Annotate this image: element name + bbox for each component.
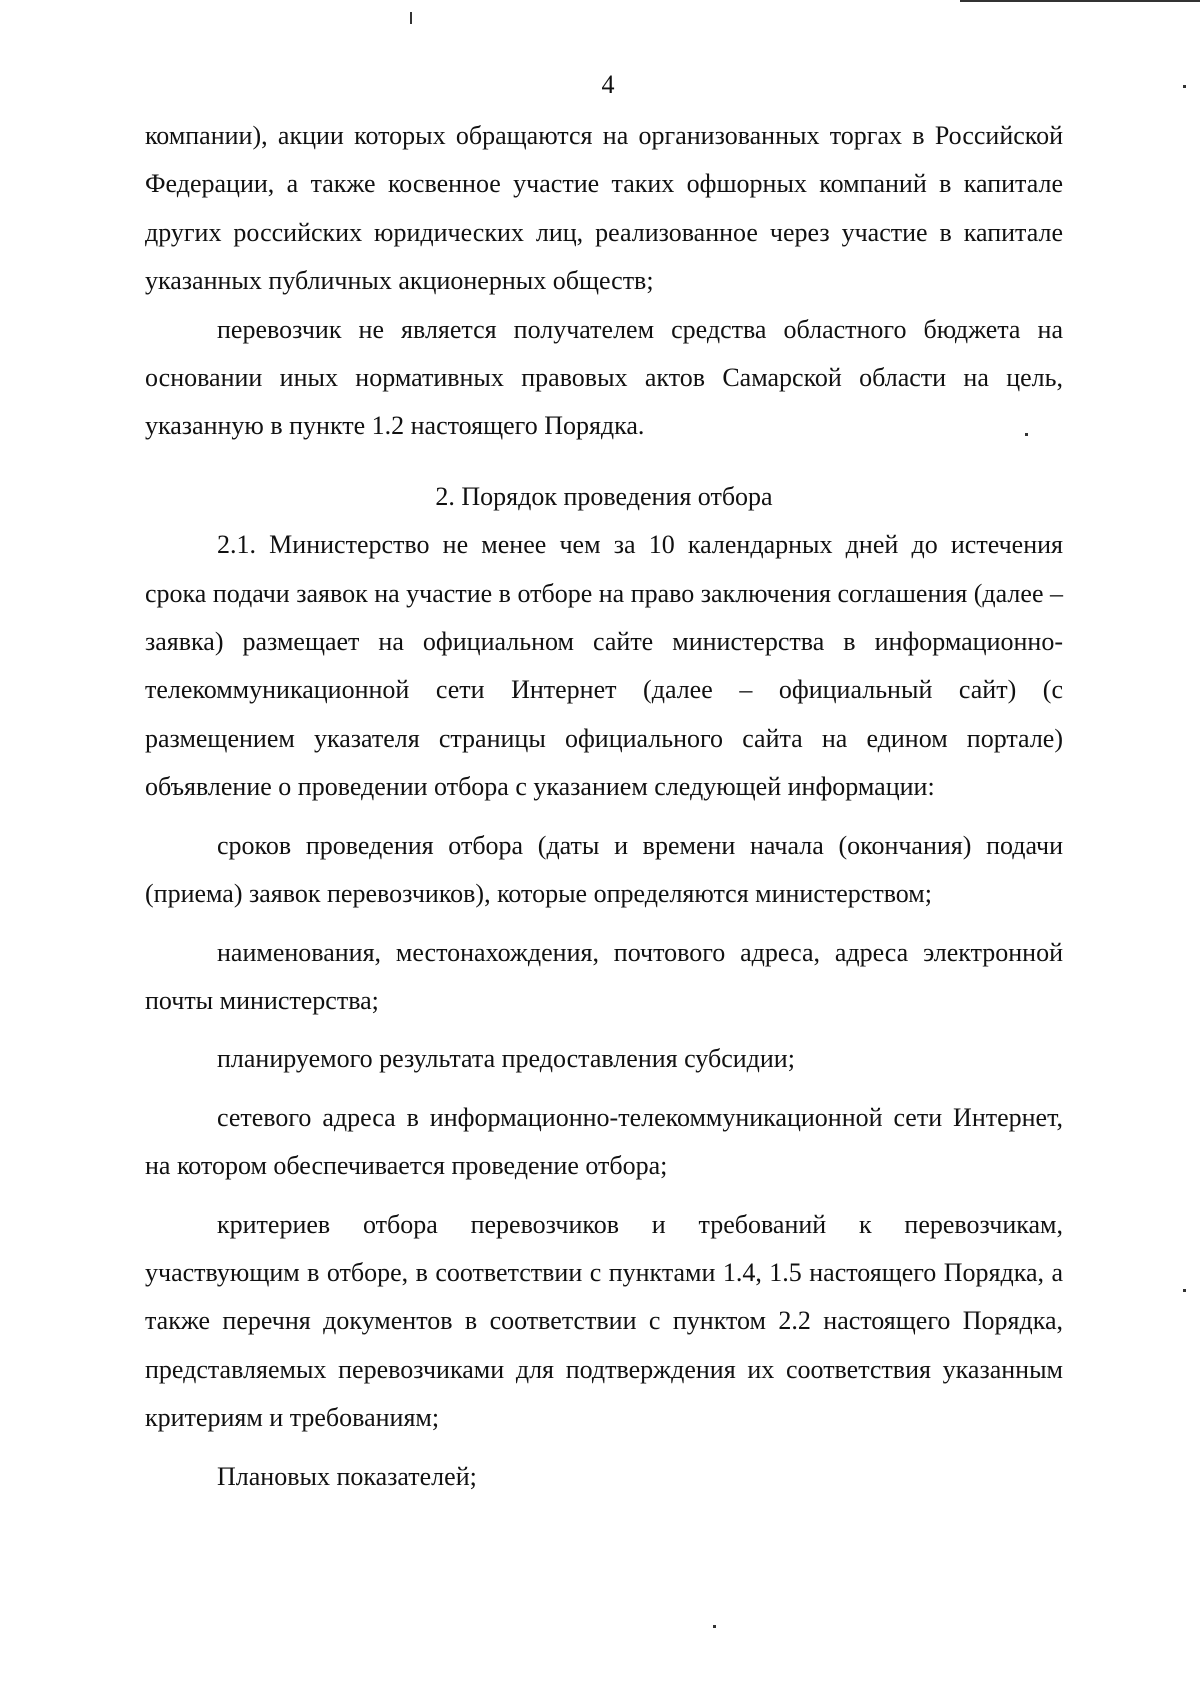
list-item-names-addresses: наименования, местонахождения, почтового адреса, адреса электронной почты министерства;: [145, 937, 1063, 1015]
scan-artifact-tick: [410, 12, 412, 24]
list-item-planned-indicators: Плановых показателей;: [217, 1461, 477, 1491]
scan-artifact-top-rule: [960, 0, 1200, 2]
document-body: [145, 112, 1063, 1501]
list-item-planned-result: планируемого результата предоставления субсидии;: [217, 1044, 795, 1074]
list-item-network-address: сетевого адреса в информационно-телекоммуникационной сети Интернет, на котором обеспечивается проведение отбора;: [145, 1102, 1063, 1181]
scan-artifact-dot: [713, 1625, 716, 1628]
list-item-deadlines: сроков проведения отбора (даты и времени начала (окончания) подачи (приема) заявок перевозчиков), которые определяются министерством;: [145, 830, 1063, 909]
scan-artifact-dot: [1183, 1289, 1186, 1292]
paragraph-continuation: компании), акции которых обращаются на организованных торгах в Российской Федерации, а также косвенное участие таких офшорных компаний в капитале других российских юридических лиц, реализованное через участие в капитале указанных публичных акционерных обществ;: [145, 121, 1063, 296]
section-heading: 2. Порядок проведения отбора: [435, 481, 773, 511]
page-number: 4: [601, 70, 615, 99]
list-item-criteria: критериев отбора перевозчиков и требований к перевозчикам, участвующим в отборе, в соответствии с пунктами 1.4, 1.5 настоящего Порядка, а также перечня документов в соответствии с пунктом 2.2 настоящего Порядка, представляемых перевозчиками для подтверждения их соответствия указанным критериям и требованиям;: [145, 1209, 1063, 1433]
paragraph-not-recipient: перевозчик не является получателем средства областного бюджета на основании иных нормативных правовых актов Самарской области на цель, указанную в пункте 1.2 настоящего Порядка.: [145, 314, 1063, 441]
paragraph-2-1: 2.1. Министерство не менее чем за 10 календарных дней до истечения срока подачи заявок на участие в отборе на право заключения соглашения (далее – заявка) размещает на официальном сайте министерства в информационно-телекоммуникационной сети Интернет (далее – официальный сайт) (с размещением указателя страницы официального сайта на едином портале) объявление о проведении отбора с указанием следующей информации:: [145, 530, 1063, 802]
